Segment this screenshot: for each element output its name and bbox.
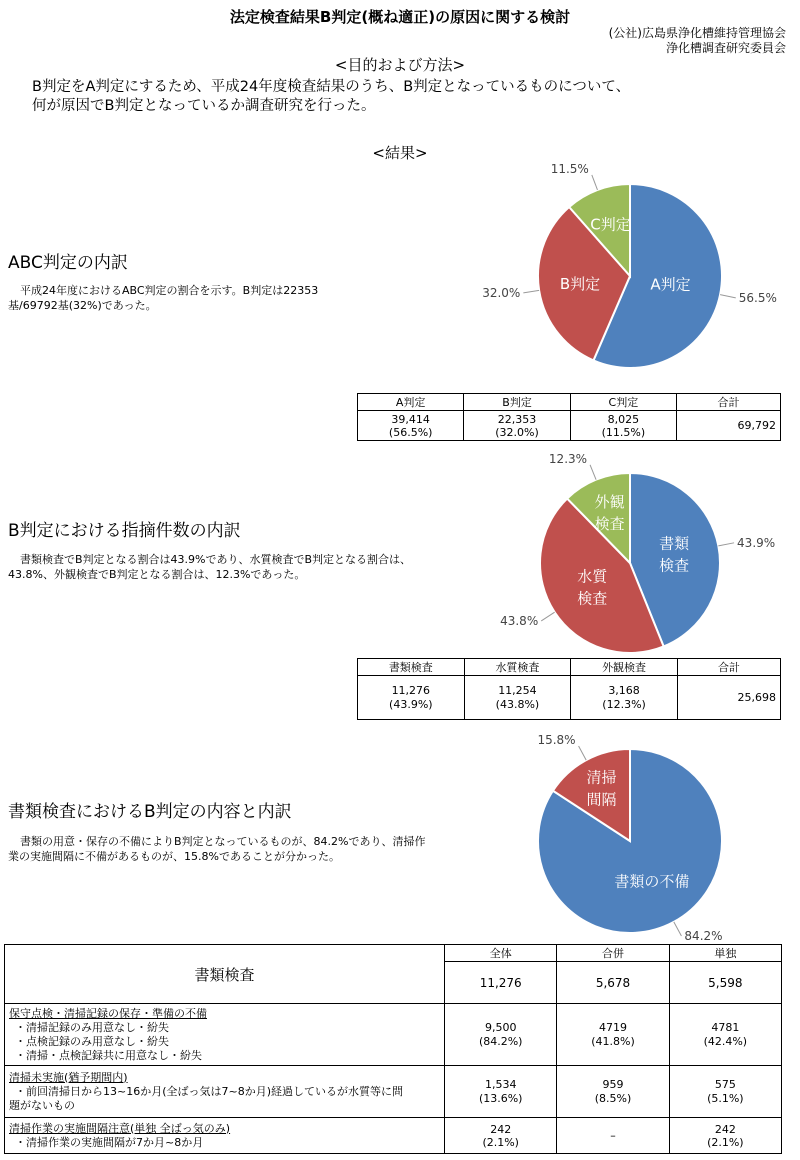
pie-label-1: 間隔 <box>586 790 617 809</box>
row3-single <box>669 1118 781 1154</box>
pie-label-0: A判定 <box>650 275 691 294</box>
inspection-header-total: 合計 <box>677 659 780 676</box>
big-total-single: 5,598 <box>669 962 781 1004</box>
pie-label-2: 検査 <box>594 514 625 533</box>
pie-value-label-1: 43.8% <box>500 613 539 628</box>
inspection-header-water: 水質検査 <box>464 659 571 676</box>
pie-label-0: 書類 <box>659 534 690 553</box>
row1-combined <box>557 1004 669 1066</box>
row2-single-pct: (5.1%) <box>707 1091 744 1105</box>
pie-value-label-0: 43.9% <box>737 535 776 550</box>
abc-header-b: B判定 <box>464 394 570 411</box>
row2-combined-count: 959 <box>602 1077 624 1091</box>
inspection-pct-docs: (43.9%) <box>389 697 433 711</box>
table-row <box>5 1004 782 1066</box>
page-title: 法定検査結果B判定(概ね適正)の原因に関する検討 <box>229 8 571 26</box>
inspection-header-visual: 外観検査 <box>571 659 678 676</box>
abc-pct-b: (32.0%) <box>495 425 539 439</box>
row3-combined-count: – <box>610 1129 616 1142</box>
section3-desc-line-1: 書類の用意・保存の不備によりB判定となっているものが、84.2%であり、清掃作 <box>20 835 426 848</box>
pie-value-label-1: 32.0% <box>482 285 521 300</box>
pie-leader-line-2 <box>592 175 598 190</box>
pie-label-2: 外観 <box>594 492 625 511</box>
row1-all-pct: (84.2%) <box>478 1034 523 1048</box>
inspection-pct-visual: (12.3%) <box>602 697 646 711</box>
section1-desc-line-2: 基/69792基(32%)であった。 <box>8 299 157 312</box>
table-row <box>5 1118 782 1154</box>
inspection-count-visual: 3,168 <box>608 683 640 697</box>
section2-description <box>8 552 448 582</box>
row2-combined <box>557 1066 669 1118</box>
section2-heading: B判定における指摘件数の内訳 <box>8 521 241 541</box>
pie-chart-inspection <box>480 450 790 660</box>
row2-combined-pct: (8.5%) <box>594 1091 632 1105</box>
pie-leader-line-2 <box>590 465 596 480</box>
row2-all-pct: (13.6%) <box>478 1091 523 1105</box>
abc-header-total: 合計 <box>677 394 781 411</box>
row1-single <box>669 1004 781 1066</box>
inspection-count-water: 11,254 <box>498 683 537 697</box>
pie-value-label-2: 11.5% <box>550 161 589 176</box>
section1-desc-line-1: 平成24年度におけるABC判定の割合を示す。B判定は22353 <box>20 284 319 297</box>
row1-single-count: 4781 <box>711 1020 740 1034</box>
big-header-combined: 合併 <box>557 945 669 962</box>
big-total-combined: 5,678 <box>557 962 669 1004</box>
section2-desc-line-1: 書類検査でB判定となる割合は43.9%であり、水質検査でB判定となる割合は、 <box>20 553 412 566</box>
row3-item-1: ・清掃作業の実施間隔が7か月~8か月 <box>15 1135 204 1149</box>
row2-item-2: 題がないもの <box>9 1098 75 1112</box>
abc-count-c: 8,025 <box>607 412 640 426</box>
pie-label-2: C判定 <box>590 215 631 234</box>
row1-item-1: ・清掃記録のみ用意なし・紛失 <box>15 1020 169 1034</box>
row3-combined <box>557 1118 669 1154</box>
abc-header-c: C判定 <box>570 394 676 411</box>
pie-leader-line-0 <box>720 295 736 298</box>
row1-combined-count: 4719 <box>599 1020 628 1034</box>
abc-table <box>357 393 781 441</box>
inspection-pct-water: (43.8%) <box>495 697 540 711</box>
pie-label-0: 検査 <box>659 556 690 575</box>
row1-all-count: 9,500 <box>484 1020 517 1034</box>
row1-item-2: ・点検記録のみ用意なし・紛失 <box>15 1034 169 1048</box>
organization-line-2: 浄化槽調査研究委員会 <box>665 41 786 55</box>
pie-leader-line-1 <box>579 746 587 760</box>
abc-count-b: 22,353 <box>497 412 537 426</box>
row2-single <box>669 1066 781 1118</box>
pie-value-label-2: 12.3% <box>548 451 588 466</box>
row1-description <box>5 1004 445 1066</box>
big-total-all: 11,276 <box>445 962 557 1004</box>
row1-heading: 保守点検・清掃記録の保存・準備の不備 <box>9 1006 207 1020</box>
inspection-cell-docs <box>358 676 465 720</box>
abc-pct-a: (56.5%) <box>388 425 433 439</box>
big-header-all: 全体 <box>445 945 557 962</box>
pie-value-label-1: 15.8% <box>537 733 576 748</box>
inspection-count-docs: 11,276 <box>391 683 431 697</box>
purpose-line-2: 何が原因でB判定となっているか調査研究を行った。 <box>32 98 376 114</box>
row2-item-1: ・前回清掃日から13~16か月(全ばっ気は7~8か月)経過しているが水質等に問 <box>15 1084 404 1098</box>
section1-heading: ABC判定の内訳 <box>8 253 128 273</box>
abc-header-a: A判定 <box>358 394 464 411</box>
abc-cell-c <box>570 411 676 441</box>
big-header-single: 単独 <box>669 945 781 962</box>
pie-label-1: B判定 <box>559 274 601 293</box>
pie-label-1: 検査 <box>577 589 608 608</box>
pie-value-label-0: 84.2% <box>684 928 723 943</box>
organization <box>609 26 786 56</box>
row2-heading: 清掃未実施(猶予期間内) <box>9 1070 128 1084</box>
inspection-header-docs: 書類検査 <box>358 659 465 676</box>
abc-cell-b <box>464 411 570 441</box>
row3-all <box>445 1118 557 1154</box>
row1-item-3: ・清掃・点検記録共に用意なし・紛失 <box>15 1048 202 1062</box>
organization-line-1: (公社)広島県浄化槽維持管理協会 <box>608 26 786 40</box>
row3-single-pct: (2.1%) <box>707 1135 744 1149</box>
row3-single-count: 242 <box>714 1122 736 1136</box>
inspection-cell-visual <box>571 676 678 720</box>
section3-heading: 書類検査におけるB判定の内容と内訳 <box>8 802 292 822</box>
table-row <box>5 1066 782 1118</box>
row2-single-count: 575 <box>714 1077 736 1091</box>
abc-total: 69,792 <box>677 411 781 441</box>
section3-description <box>8 834 448 864</box>
inspection-cell-water <box>464 676 571 720</box>
row2-description <box>5 1066 445 1118</box>
pie-value-label-0: 56.5% <box>738 290 777 305</box>
pie-leader-line-1 <box>523 290 539 293</box>
purpose-text <box>32 78 772 116</box>
row3-all-pct: (2.1%) <box>482 1135 519 1149</box>
row1-all <box>445 1004 557 1066</box>
pie-leader-line-0 <box>674 922 682 936</box>
abc-count-a: 39,414 <box>391 412 430 426</box>
row3-description <box>5 1118 445 1154</box>
inspection-table <box>357 658 781 720</box>
inspection-total: 25,698 <box>677 676 780 720</box>
row2-all-count: 1,534 <box>484 1077 517 1091</box>
row2-all <box>445 1066 557 1118</box>
section1-description <box>8 283 448 313</box>
abc-pct-c: (11.5%) <box>601 425 646 439</box>
pie-chart-document <box>480 730 790 943</box>
pie-label-1: 清掃 <box>586 768 617 787</box>
pie-leader-line-0 <box>718 543 734 546</box>
row3-heading: 清掃作業の実施間隔注意(単独 全ばっ気のみ) <box>9 1121 231 1135</box>
big-table-title: 書類検査 <box>5 945 445 1004</box>
document-inspection-table <box>4 944 782 1154</box>
row1-combined-pct: (41.8%) <box>591 1034 635 1048</box>
row1-single-pct: (42.4%) <box>703 1034 748 1048</box>
purpose-heading: <目的および方法> <box>334 56 466 74</box>
section2-desc-line-2: 43.8%、外観検査でB判定となる割合は、12.3%であった。 <box>8 568 306 581</box>
pie-chart-abc <box>480 161 790 390</box>
pie-leader-line-1 <box>541 612 554 621</box>
pie-label-0: 書類の不備 <box>614 872 690 891</box>
pie-label-1: 水質 <box>577 567 608 586</box>
row3-all-count: 242 <box>490 1122 512 1136</box>
section3-desc-line-2: 業の実施間隔に不備があるものが、15.8%であることが分かった。 <box>8 850 340 863</box>
purpose-line-1: B判定をA判定にするため、平成24年度検査結果のうち、B判定となっているものについて、 <box>32 79 631 95</box>
results-heading: <結果> <box>372 144 428 162</box>
abc-cell-a <box>358 411 464 441</box>
